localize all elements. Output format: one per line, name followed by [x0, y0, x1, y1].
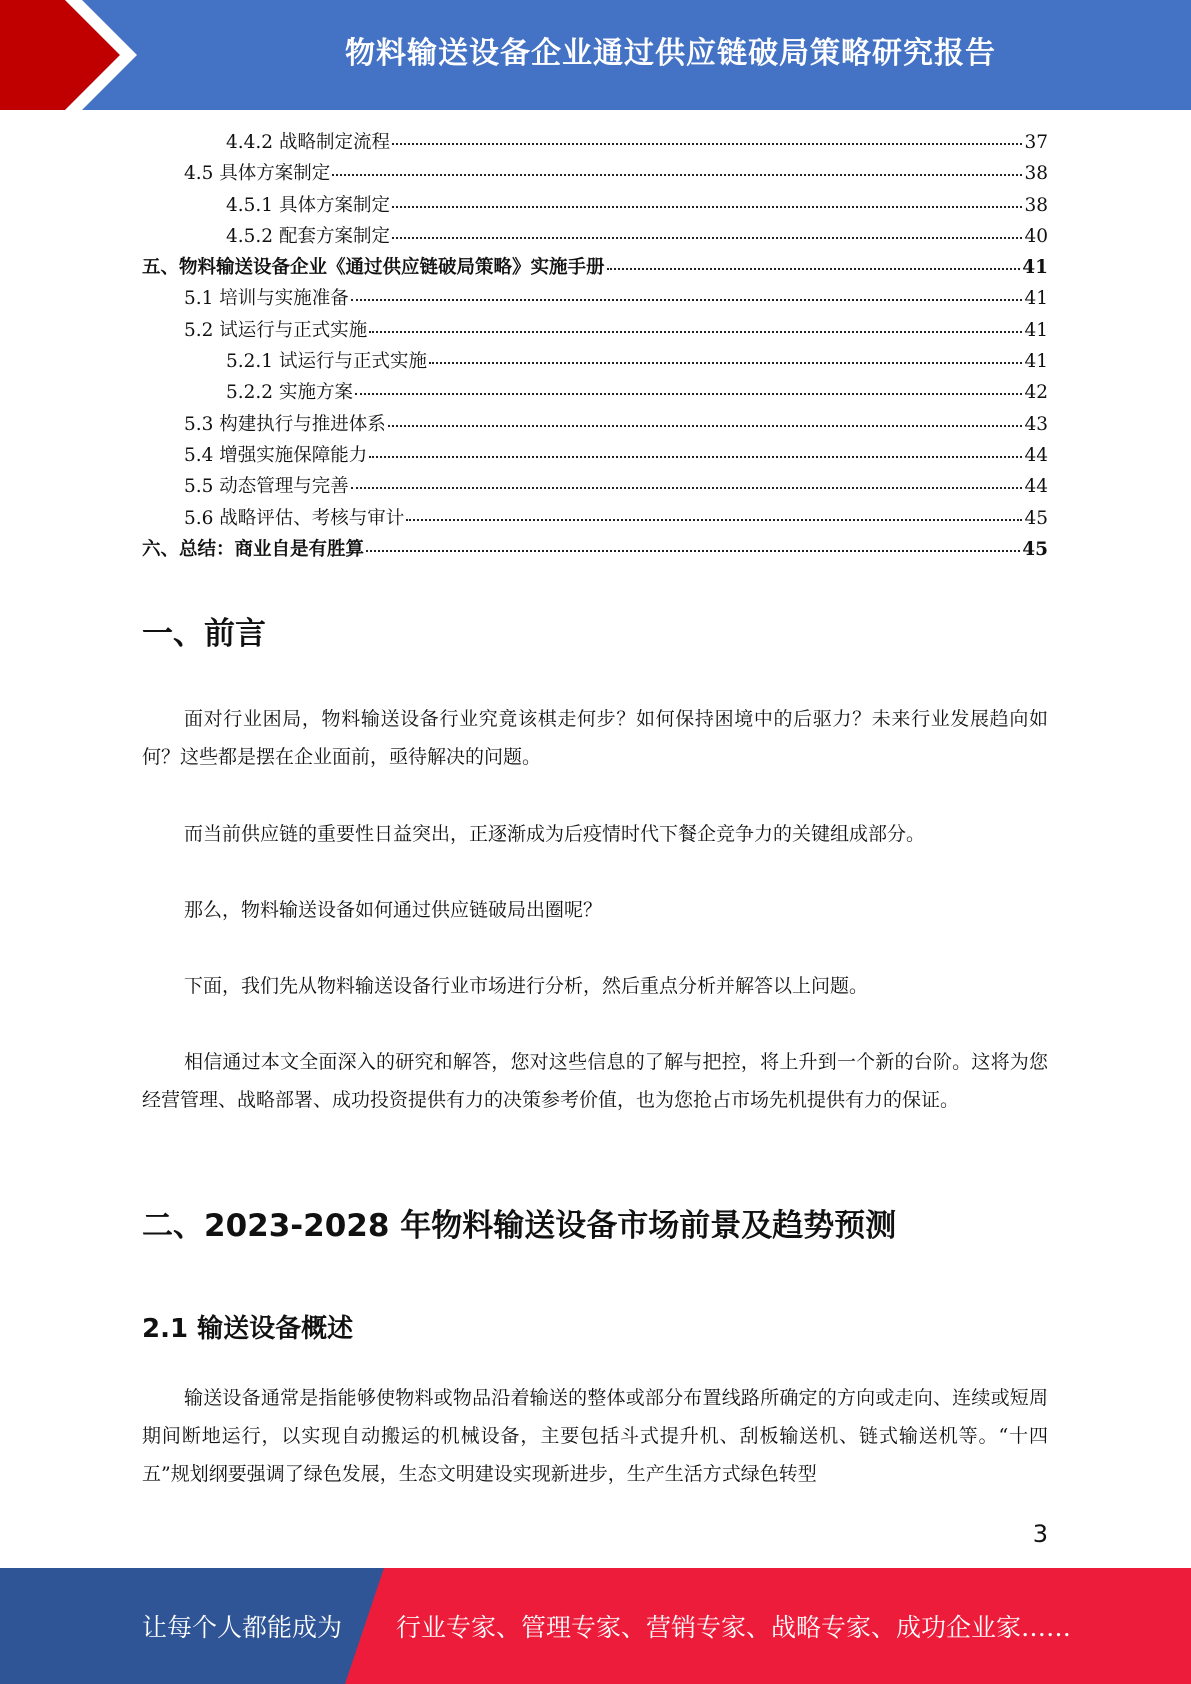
toc-entry-page: 41	[1022, 257, 1048, 279]
toc-dot-leader	[366, 549, 1020, 552]
toc-dot-leader	[369, 455, 1022, 458]
toc-entry[interactable]	[142, 504, 1048, 535]
toc-entry[interactable]	[142, 535, 1048, 566]
toc-dot-leader	[351, 298, 1023, 301]
toc-dot-leader	[607, 267, 1021, 270]
toc-entry-label: 5.2 试运行与正式实施	[184, 319, 368, 341]
section-heading-market: 二、2023-2028 年物料输送设备市场前景及趋势预测	[142, 1208, 897, 1244]
footer-slogan-right: 行业专家、管理专家、营销专家、战略专家、成功企业家……	[396, 1613, 1072, 1642]
toc-entry-page: 38	[1024, 163, 1048, 185]
toc-entry[interactable]	[142, 410, 1048, 441]
toc-entry-label: 4.4.2 战略制定流程	[226, 132, 390, 153]
paragraph: 面对行业困局，物料输送设备行业究竟该棋走何步？如何保持困境中的后驱力？未来行业发展趋向如何？这些都是摆在企业面前，亟待解决的问题。	[142, 708, 1048, 768]
toc-dot-leader	[369, 330, 1022, 333]
toc-dot-leader	[392, 205, 1022, 208]
toc-entry[interactable]	[142, 159, 1048, 190]
toc-entry-page: 45	[1024, 507, 1048, 529]
toc-entry-page: 43	[1024, 413, 1048, 435]
report-title: 物料输送设备企业通过供应链破局策略研究报告	[345, 36, 996, 71]
toc-entry-label: 六、总结：商业自是有胜算	[142, 538, 365, 560]
toc-entry-label: 4.5.1 具体方案制定	[226, 194, 390, 216]
toc-dot-leader	[429, 361, 1022, 364]
toc-entry[interactable]	[142, 253, 1048, 284]
toc-entry[interactable]	[142, 472, 1048, 503]
toc-entry-page: 42	[1024, 382, 1048, 404]
toc-entry[interactable]	[142, 284, 1048, 315]
toc-entry-label: 4.5 具体方案制定	[184, 163, 331, 185]
toc-dot-leader	[351, 486, 1023, 489]
toc-entry-label: 5.4 增强实施保障能力	[184, 444, 368, 466]
toc-entry-page: 44	[1024, 444, 1048, 466]
toc-entry[interactable]	[142, 378, 1048, 409]
toc-entry-label: 5.3 构建执行与推进体系	[184, 413, 386, 435]
toc-dot-leader	[392, 142, 1022, 145]
toc-entry[interactable]	[142, 316, 1048, 347]
toc-entry-label: 五、物料输送设备企业《通过供应链破局策略》实施手册	[142, 257, 605, 279]
toc-entry[interactable]	[142, 347, 1048, 378]
page-number: 3	[1032, 1520, 1048, 1548]
header-arrow-icon	[0, 0, 150, 110]
toc-entry-page: 41	[1024, 319, 1048, 341]
footer-slogan-left: 让每个人都能成为	[142, 1613, 343, 1642]
toc-dot-leader	[332, 173, 1022, 176]
toc-entry-label: 5.6 战略评估、考核与审计	[184, 507, 405, 529]
toc-entry-label: 4.5.2 配套方案制定	[226, 225, 390, 247]
toc-entry-page: 40	[1024, 225, 1048, 247]
toc-entry-label: 5.5 动态管理与完善	[184, 476, 349, 498]
paragraph: 相信通过本文全面深入的研究和解答，您对这些信息的了解与把控，将上升到一个新的台阶。这将为您经营管理、战略部署、成功投资提供有力的决策参考价值，也为您抢占市场先机提供有力的保证。	[142, 1051, 1048, 1111]
footer-banner	[0, 1568, 1191, 1684]
toc-dot-leader	[388, 424, 1023, 427]
toc-entry-page: 41	[1024, 288, 1048, 310]
subsection-heading: 2.1 输送设备概述	[142, 1314, 354, 1344]
paragraph: 而当前供应链的重要性日益突出，正逐渐成为后疫情时代下餐企竞争力的关键组成部分。	[184, 823, 926, 845]
paragraph: 输送设备通常是指能够使物料或物品沿着输送的整体或部分布置线路所确定的方向或走向、连续或短周期间断地运行，以实现自动搬运的机械设备，主要包括斗式提升机、刮板输送机、链式输送机等。“十四五”规划纲要强调了绿色发展，生态文明建设实现新进步，生产生活方式绿色转型	[142, 1387, 1048, 1485]
paragraph: 下面，我们先从物料输送设备行业市场进行分析，然后重点分析并解答以上问题。	[184, 975, 869, 997]
toc-entry[interactable]	[142, 441, 1048, 472]
toc-entry[interactable]	[142, 222, 1048, 253]
toc-entry-page: 37	[1024, 132, 1048, 153]
toc-entry[interactable]	[142, 191, 1048, 222]
toc-dot-leader	[355, 392, 1023, 395]
paragraph: 那么，物料输送设备如何通过供应链破局出圈呢？	[184, 899, 603, 921]
toc-entry-label: 5.1 培训与实施准备	[184, 288, 349, 310]
toc-dot-leader	[392, 236, 1022, 239]
table-of-contents	[142, 128, 1048, 566]
toc-entry-page: 41	[1024, 351, 1048, 373]
toc-dot-leader	[406, 518, 1022, 521]
toc-entry[interactable]	[142, 128, 1048, 159]
toc-entry-label: 5.2.1 试运行与正式实施	[226, 351, 427, 373]
toc-entry-page: 44	[1024, 476, 1048, 498]
header-banner	[0, 0, 1191, 110]
toc-entry-page: 45	[1022, 538, 1048, 560]
section-heading-preface: 一、前言	[142, 616, 266, 652]
toc-entry-page: 38	[1024, 194, 1048, 216]
toc-entry-label: 5.2.2 实施方案	[226, 382, 353, 404]
